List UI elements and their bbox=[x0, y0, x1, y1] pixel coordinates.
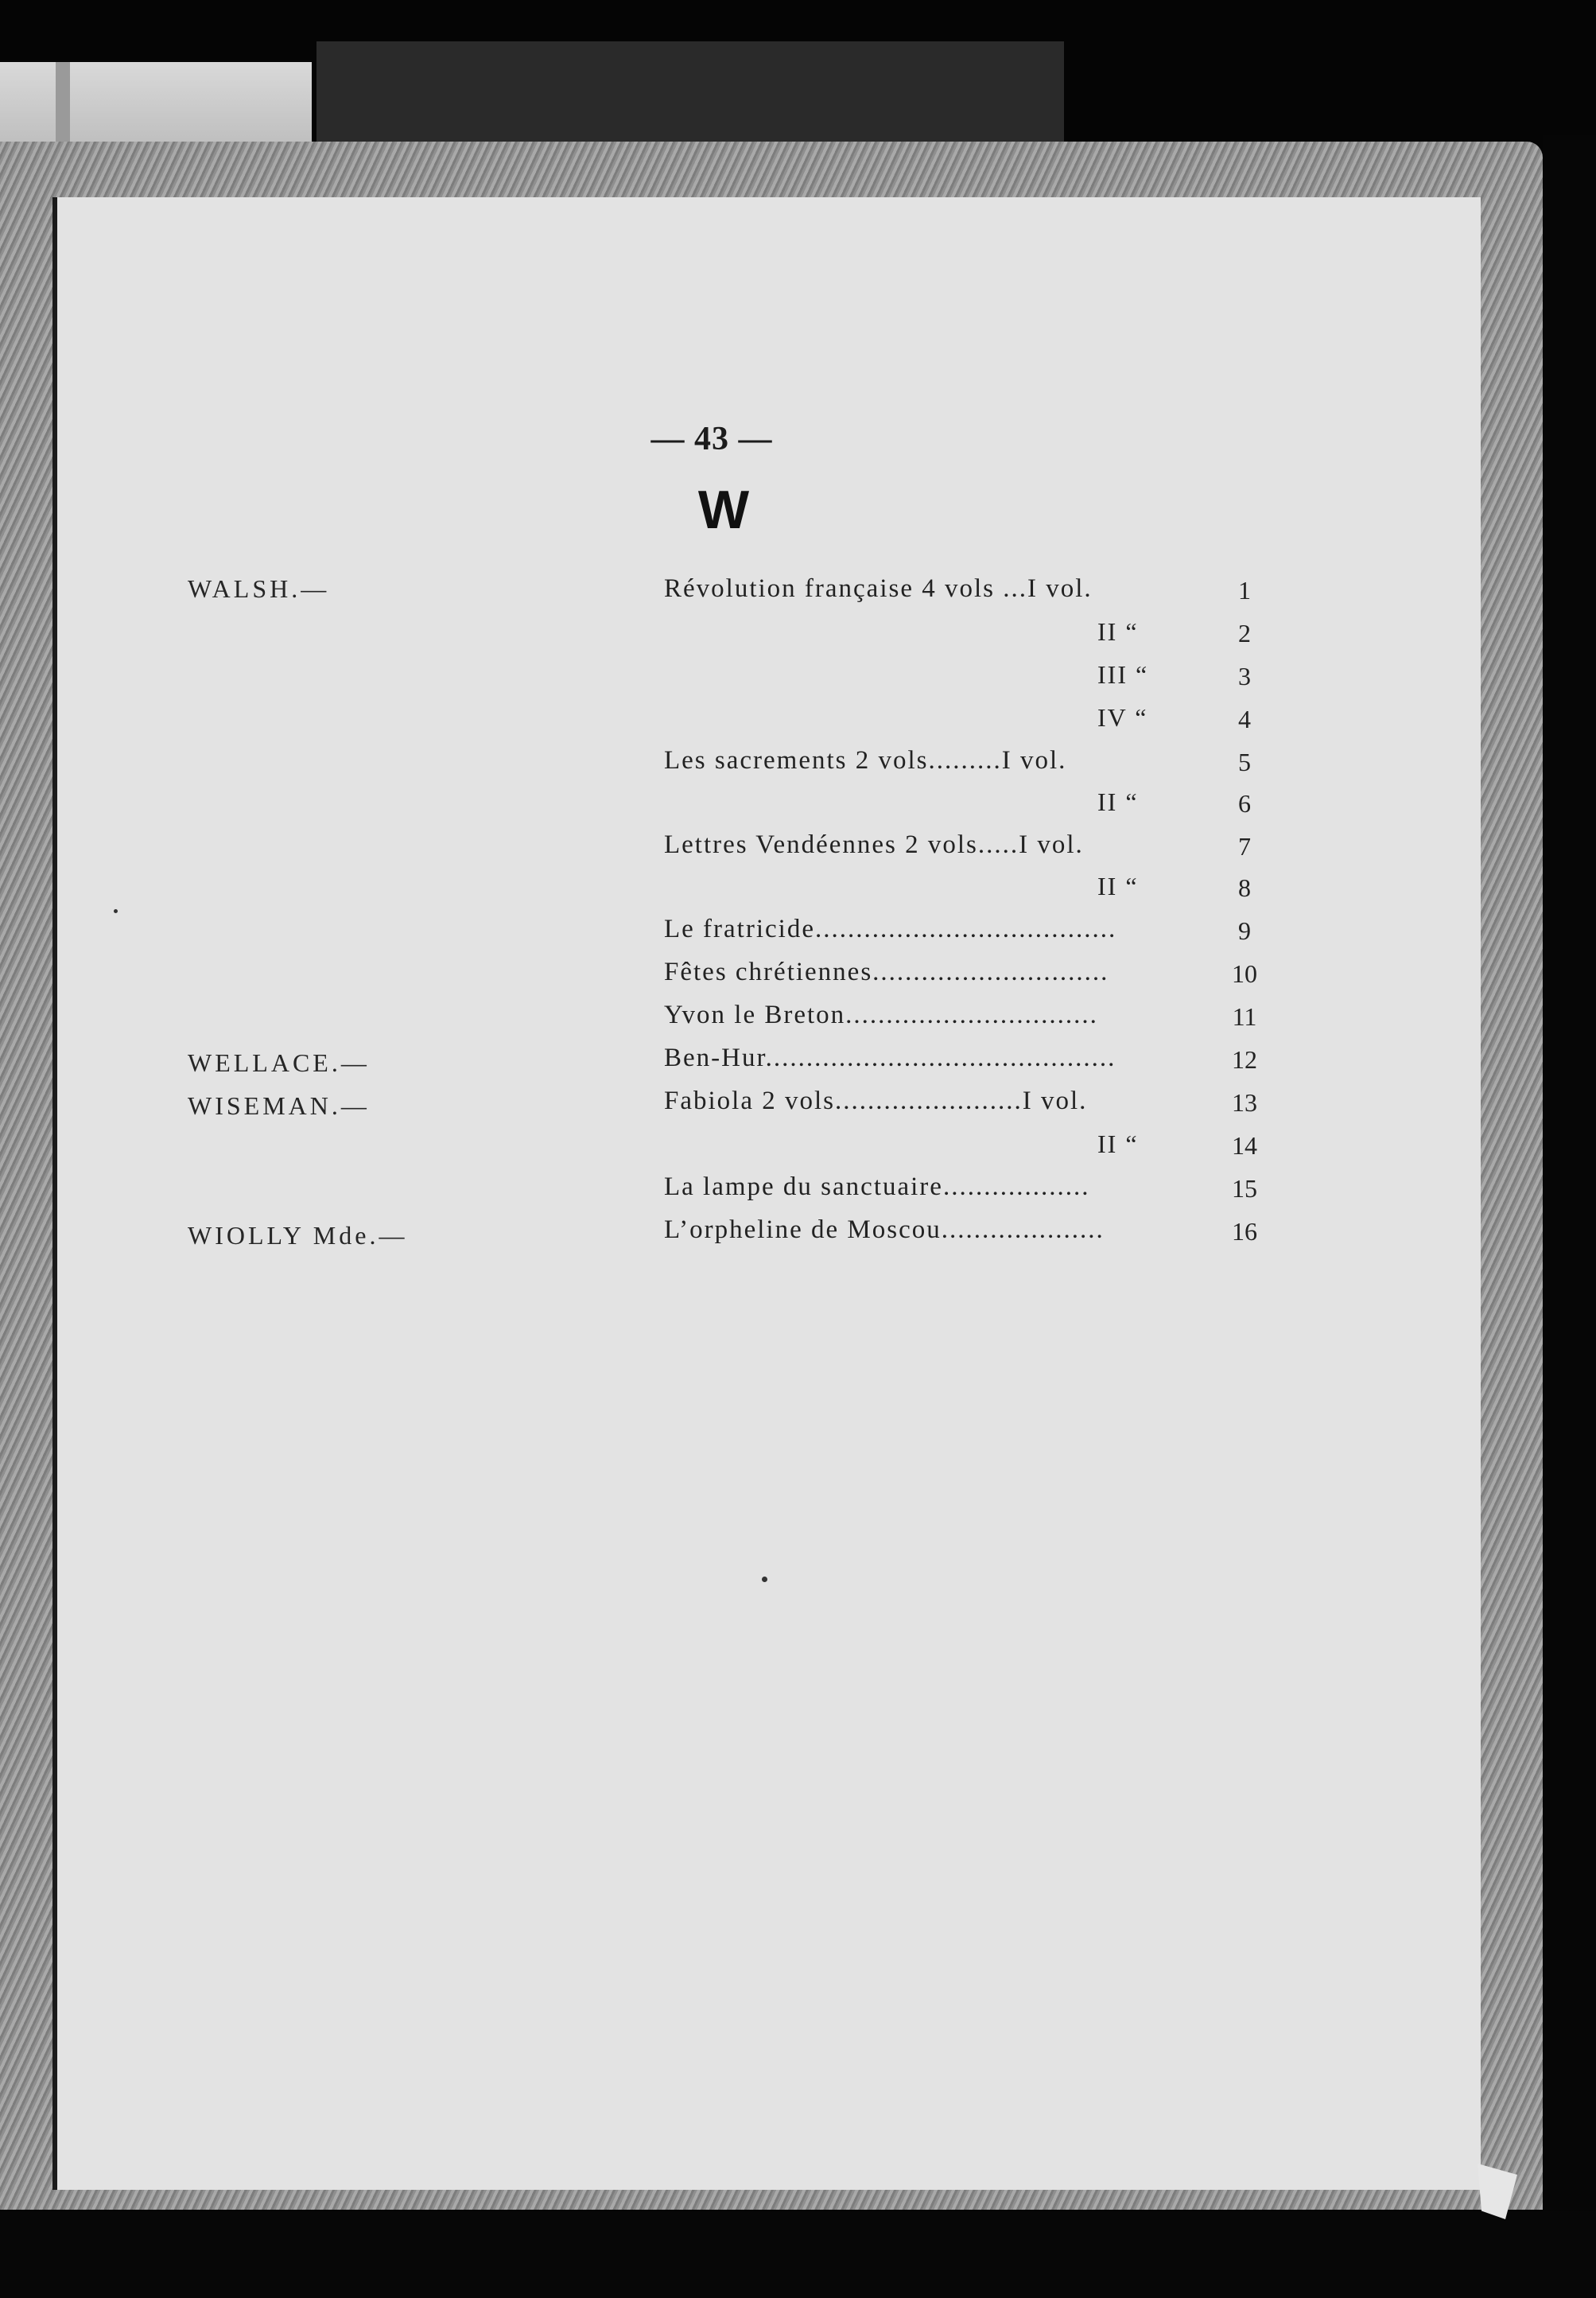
scan-speck bbox=[762, 1577, 767, 1582]
entry-title: Fêtes chrétiennes............................. bbox=[664, 958, 1109, 986]
strip-edge bbox=[56, 62, 70, 150]
entry-title: Lettres Vendéennes 2 vols.....I vol. bbox=[664, 830, 1084, 859]
entry-title: Les sacrements 2 vols.........I vol. bbox=[664, 746, 1067, 775]
author-wiolly: WIOLLY Mde.— bbox=[188, 1221, 408, 1250]
entry-volume: IV “ bbox=[1097, 703, 1148, 732]
entry-number: 10 bbox=[1232, 959, 1257, 988]
entry-number: 13 bbox=[1232, 1088, 1257, 1117]
entry-number: 7 bbox=[1238, 832, 1251, 861]
entry-title: Fabiola 2 vols.......................I vol. bbox=[664, 1087, 1088, 1115]
entry-number: 16 bbox=[1232, 1217, 1257, 1246]
scan-speck bbox=[114, 909, 118, 913]
entry-number: 15 bbox=[1232, 1174, 1257, 1203]
scan-backdrop-card bbox=[316, 41, 1064, 153]
entry-number: 2 bbox=[1238, 619, 1251, 647]
author-walsh: WALSH.— bbox=[188, 574, 330, 603]
entry-number: 14 bbox=[1232, 1131, 1257, 1160]
entry-number: 11 bbox=[1232, 1002, 1257, 1031]
entry-title: Le fratricide..................................... bbox=[664, 915, 1117, 943]
entry-volume: II “ bbox=[1097, 872, 1139, 900]
entry-title: Ben-Hur........................................... bbox=[664, 1044, 1116, 1072]
entry-title: La lampe du sanctuaire.................. bbox=[664, 1172, 1090, 1201]
entry-number: 9 bbox=[1238, 916, 1251, 945]
entry-number: 4 bbox=[1238, 705, 1251, 733]
entry-volume: III “ bbox=[1097, 660, 1149, 689]
entry-number: 6 bbox=[1238, 789, 1251, 818]
entry-number: 3 bbox=[1238, 662, 1251, 690]
entry-number: 12 bbox=[1232, 1045, 1257, 1074]
entry-volume: II “ bbox=[1097, 787, 1139, 816]
entry-title: L’orpheline de Moscou.................... bbox=[664, 1215, 1105, 1244]
entry-number: 1 bbox=[1238, 576, 1251, 605]
entry-title: Révolution française 4 vols ...I vol. bbox=[664, 574, 1093, 603]
entry-volume: II “ bbox=[1097, 617, 1139, 646]
author-wiseman: WISEMAN.— bbox=[188, 1091, 370, 1120]
entry-volume: II “ bbox=[1097, 1130, 1139, 1158]
scan-margin-bottom bbox=[0, 2211, 1596, 2298]
entry-title: Yvon le Breton............................... bbox=[664, 1001, 1098, 1029]
entry-number: 5 bbox=[1238, 748, 1251, 776]
adjacent-page-strip bbox=[0, 62, 312, 150]
entry-number: 8 bbox=[1238, 873, 1251, 902]
scan-margin-right bbox=[1543, 135, 1596, 2298]
page-number: — 43 — bbox=[650, 421, 773, 457]
author-wellace: WELLACE.— bbox=[188, 1048, 370, 1077]
section-letter: W bbox=[697, 480, 750, 540]
